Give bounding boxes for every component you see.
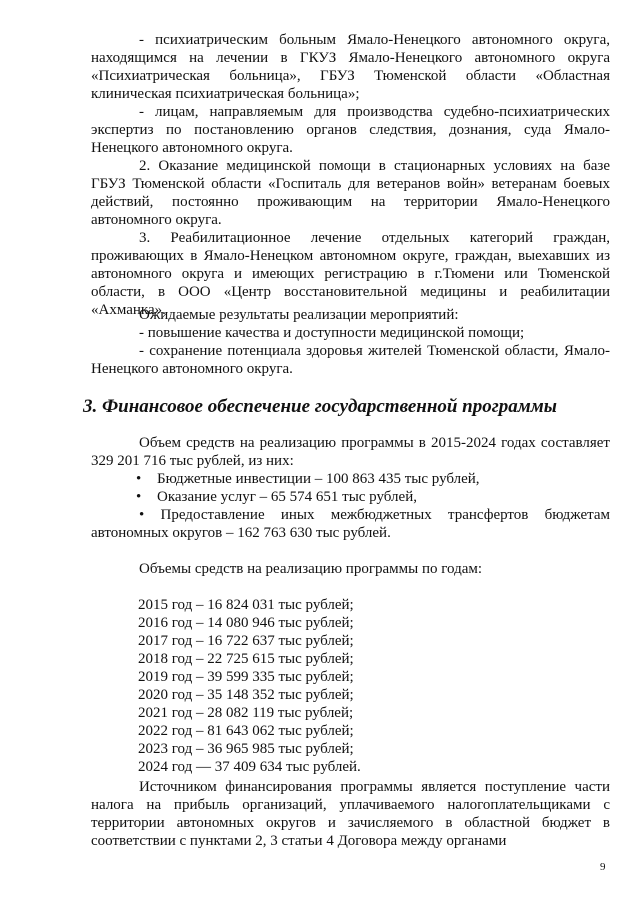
paragraph-forensic-examinations: - лицам, направляемым для производства судебно-психиатрических экспертиз по постановлению органов следствия, дознания, суда Ямало-Ненецкого автономного округа. bbox=[91, 104, 610, 156]
paragraph-veterans-hospital: 2. Оказание медицинской помощи в стационарных условиях на базе ГБУЗ Тюменской области «Госпиталь для ветеранов войн» ветеранам боевых действий, постоянно проживающим на территории Ямало-Ненецкого автономного округа. bbox=[91, 158, 610, 228]
bullet-icon: • bbox=[139, 507, 145, 523]
section-heading: 3. Финансовое обеспечение государственной программы bbox=[83, 396, 557, 417]
list-item-text: Оказание услуг – 65 574 651 тыс рублей, bbox=[157, 489, 417, 505]
list-item-text: Бюджетные инвестиции – 100 863 435 тыс рублей, bbox=[157, 471, 480, 487]
paragraph-funding-total: Объем средств на реализацию программы в 2015-2024 годах составляет 329 201 716 тыс рублей, из них: bbox=[91, 435, 610, 469]
year-line: 2024 год — 37 409 634 тыс рублей. bbox=[138, 759, 361, 775]
list-item bbox=[91, 488, 610, 506]
paragraph-health-preservation: - сохранение потенциала здоровья жителей Тюменской области, Ямало-Ненецкого автономного округа. bbox=[91, 343, 610, 377]
year-line: 2021 год – 28 082 119 тыс рублей; bbox=[138, 705, 354, 721]
year-line: 2020 год – 35 148 352 тыс рублей; bbox=[138, 687, 354, 703]
list-item-text: Предоставление иных межбюджетных трансфертов бюджетам автономных округов – 162 763 630 тыс рублей. bbox=[91, 507, 611, 541]
year-line: 2022 год – 81 643 062 тыс рублей; bbox=[138, 723, 354, 739]
bullet-icon: • bbox=[136, 471, 142, 487]
paragraph-by-year-title: Объемы средств на реализацию программы по годам: bbox=[139, 561, 483, 577]
paragraph-funding-source: Источником финансирования программы является поступление части налога на прибыль организаций, уплачиваемого налогоплательщиками с территории автономных округов и зачисляемого в областной бюджет в соответствии с пунктами 2, 3 статьи 4 Договора между органами bbox=[91, 779, 610, 849]
paragraph-expected-results: Ожидаемые результаты реализации мероприятий: bbox=[139, 307, 459, 323]
paragraph-psychiatric-patients: - психиатрическим больным Ямало-Ненецкого автономного округа, находящимся на лечении в ГКУЗ Ямало-Ненецкого автономного округа «Психиатрическая больница», ГБУЗ Тюменской области «Областная клиническая психиатрическая больница»; bbox=[91, 32, 610, 102]
list-item bbox=[91, 506, 610, 542]
list-item bbox=[91, 470, 610, 488]
paragraph-quality-improvement: - повышение качества и доступности медицинской помощи; bbox=[139, 325, 525, 341]
year-line: 2017 год – 16 722 637 тыс рублей; bbox=[138, 633, 354, 649]
year-line: 2018 год – 22 725 615 тыс рублей; bbox=[138, 651, 354, 667]
year-line: 2015 год – 16 824 031 тыс рублей; bbox=[138, 597, 354, 613]
bullet-icon: • bbox=[136, 489, 142, 505]
year-line: 2016 год – 14 080 946 тыс рублей; bbox=[138, 615, 354, 631]
year-line: 2023 год – 36 965 985 тыс рублей; bbox=[138, 741, 354, 757]
year-line: 2019 год – 39 599 335 тыс рублей; bbox=[138, 669, 354, 685]
paragraph-rehabilitation: 3. Реабилитационное лечение отдельных категорий граждан, проживающих в Ямало-Ненецком автономном округе, граждан, выехавших из автономного округа и имеющих регистрацию в г.Тюмени или Тюменской области, в ООО «Центр восстановительной медицины и реабилитации «Ахманка». bbox=[91, 230, 610, 318]
page-number: 9 bbox=[600, 861, 606, 873]
